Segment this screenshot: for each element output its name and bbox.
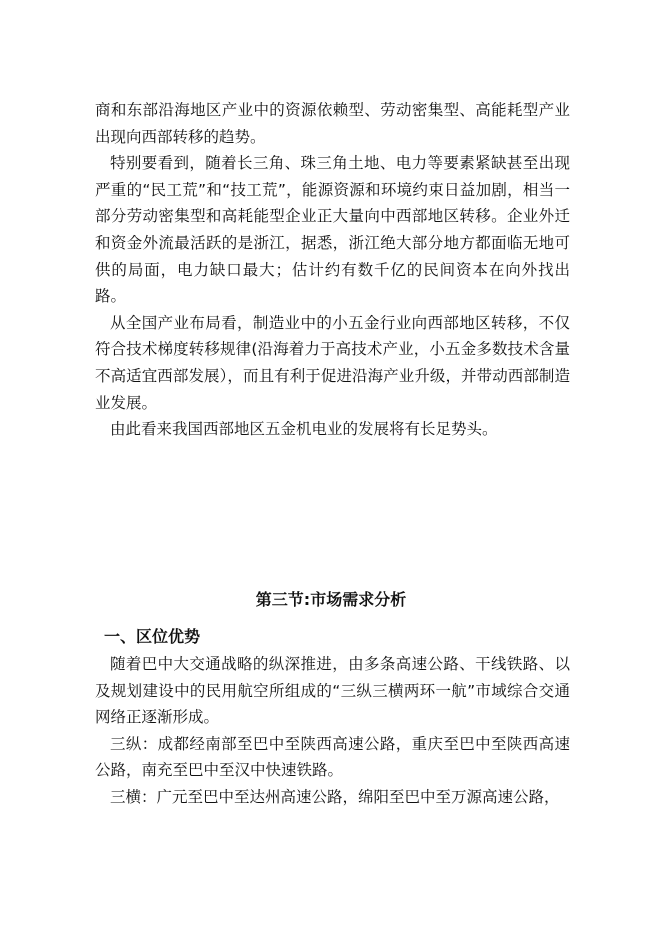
- paragraph: 随着巴中大交通战略的纵深推进，由多条高速公路、干线铁路、以及规划建设中的民用航空所组成的“三纵三横两环一航”市域综合交通网络正逐渐形成。: [95, 655, 570, 727]
- paragraph: 三横：广元至巴中至达州高速公路，绵阳至巴中至万源高速公路，: [110, 787, 560, 806]
- body-text-top: [95, 97, 570, 443]
- paragraph: 特别要看到，随着长三角、珠三角土地、电力等要素紧缺甚至出现严重的“民工荒”和“技工荒”，能源资源和环境约束日益加剧，相当一部分劳动密集型和高耗能型企业正大量向中西部地区转移。企业外迁和资金外流最活跃的是浙江，据悉，浙江绝大部分地方都面临无地可供的局面，电力缺口最大；估计约有数千亿的民间资本在向外找出路。: [95, 154, 570, 306]
- paragraph: 商和东部沿海地区产业中的资源依赖型、劳动密集型、高能耗型产业出现向西部转移的趋势。: [95, 101, 570, 146]
- section-title: 第三节:市场需求分析: [255, 590, 407, 609]
- sub-heading: 一、区位优势: [104, 627, 201, 646]
- body-text-bottom: [95, 651, 570, 811]
- paragraph: 从全国产业布局看，制造业中的小五金行业向西部地区转移，不仅符合技术梯度转移规律(沿海着力于高技术产业，小五金多数技术含量不高适宜西部发展），而且有利于促进沿海产业升级，并带动西部制造业发展。: [95, 313, 570, 412]
- paragraph: 由此看来我国西部地区五金机电业的发展将有长足势头。: [110, 420, 498, 439]
- paragraph: 三纵：成都经南部至巴中至陕西高速公路，重庆至巴中至陕西高速公路，南充至巴中至汉中快速铁路。: [95, 734, 570, 780]
